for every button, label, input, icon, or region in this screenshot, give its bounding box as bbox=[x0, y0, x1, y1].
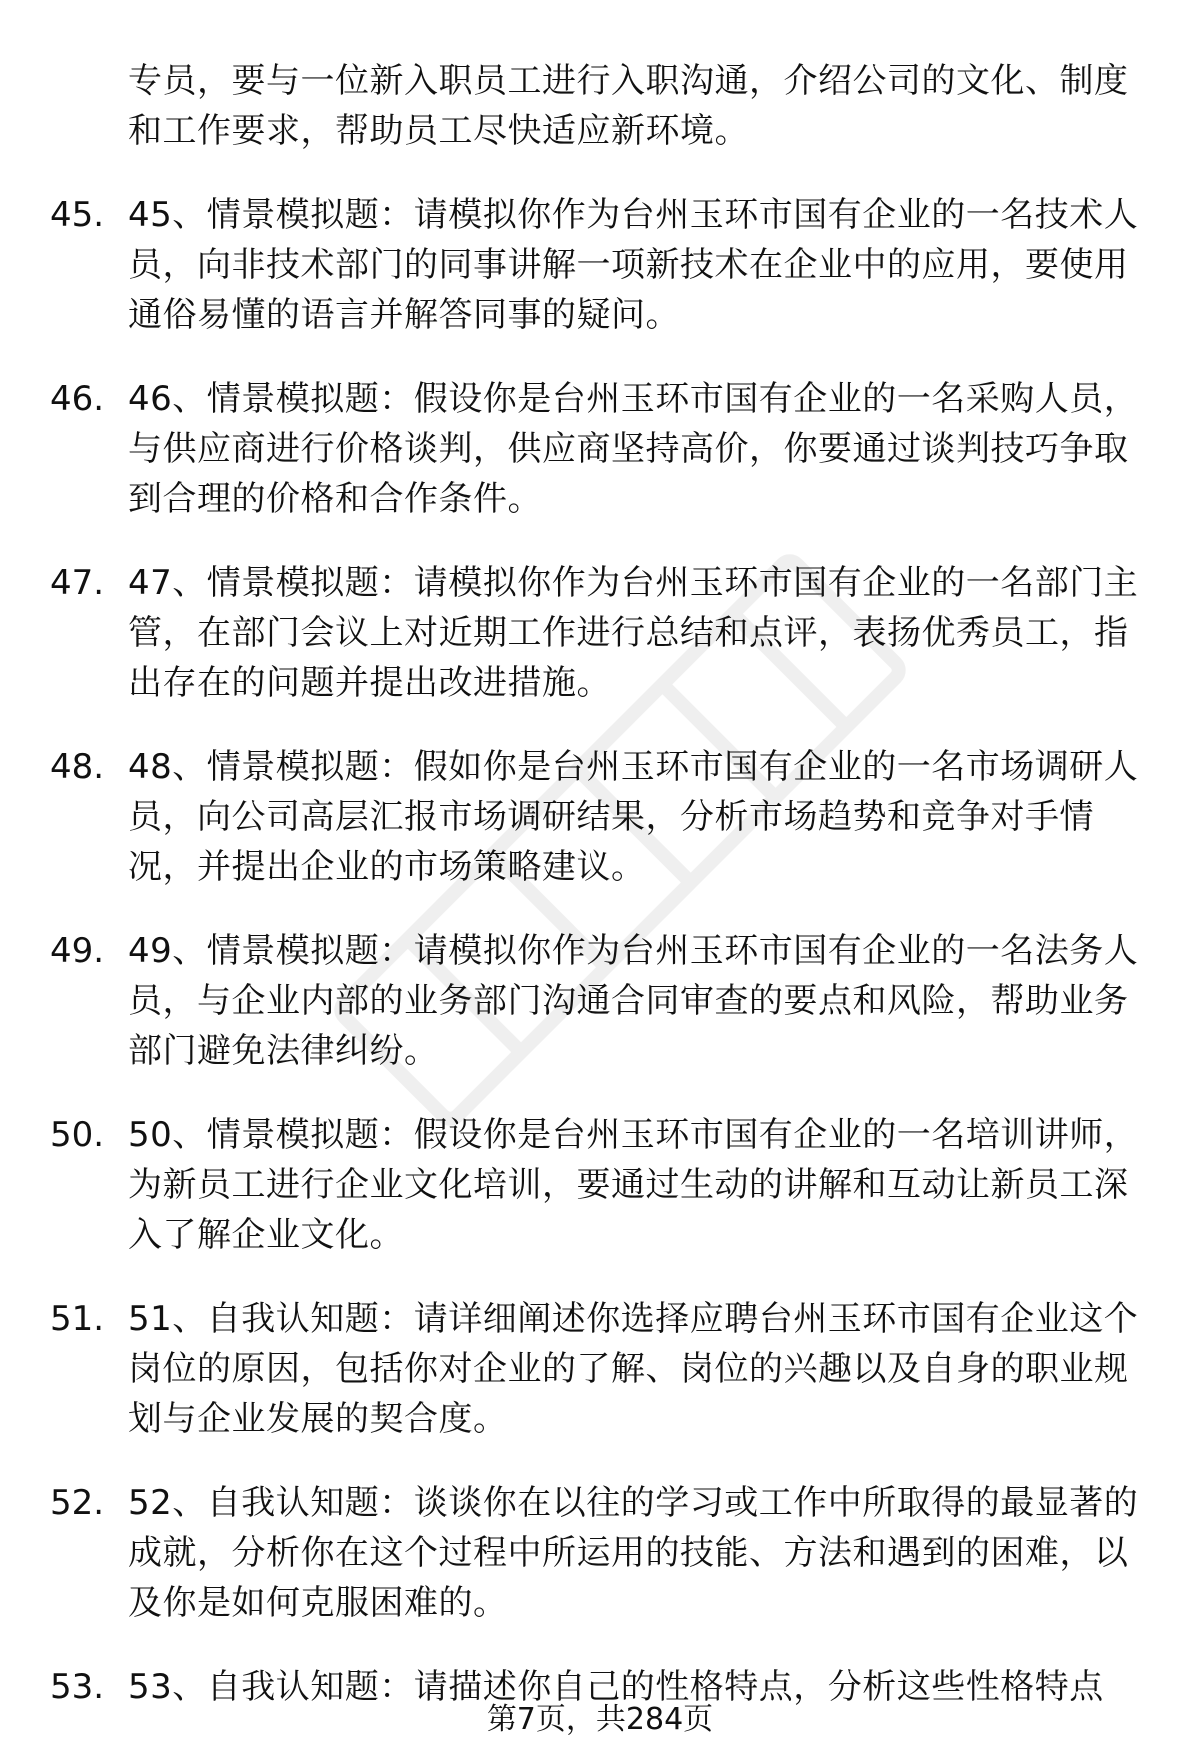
item-number: 46. bbox=[50, 379, 105, 419]
item-text: 专员，要与一位新入职员工进行入职沟通，介绍公司的文化、制度和工作要求，帮助员工尽快适应新环境。 bbox=[128, 61, 1129, 151]
item-number: 49. bbox=[50, 931, 105, 971]
item-text: 50、情景模拟题：假设你是台州玉环市国有企业的一名培训讲师，为新员工进行企业文化培训，要通过生动的讲解和互动让新员工深入了解企业文化。 bbox=[128, 1115, 1139, 1255]
list-item bbox=[0, 190, 1200, 340]
item-text: 53、自我认知题：请描述你自己的性格特点，分析这些性格特点 bbox=[128, 1667, 1104, 1707]
item-text: 49、情景模拟题：请模拟你作为台州玉环市国有企业的一名法务人员，与企业内部的业务部门沟通合同审查的要点和风险，帮助业务部门避免法律纠纷。 bbox=[128, 931, 1139, 1071]
list-item bbox=[0, 374, 1200, 524]
item-number: 48. bbox=[50, 747, 105, 787]
list-item bbox=[0, 558, 1200, 708]
item-number: 53. bbox=[50, 1667, 105, 1707]
item-number: 52. bbox=[50, 1483, 105, 1523]
item-text: 48、情景模拟题：假如你是台州玉环市国有企业的一名市场调研人员，向公司高层汇报市场调研结果，分析市场趋势和竞争对手情况，并提出企业的市场策略建议。 bbox=[128, 747, 1139, 887]
list-item bbox=[0, 1294, 1200, 1444]
item-text: 51、自我认知题：请详细阐述你选择应聘台州玉环市国有企业这个岗位的原因，包括你对企业的了解、岗位的兴趣以及自身的职业规划与企业发展的契合度。 bbox=[128, 1299, 1139, 1439]
item-text: 52、自我认知题：谈谈你在以往的学习或工作中所取得的最显著的成就，分析你在这个过程中所运用的技能、方法和遇到的困难，以及你是如何克服困难的。 bbox=[128, 1483, 1139, 1623]
item-number: 50. bbox=[50, 1115, 105, 1155]
item-number: 47. bbox=[50, 563, 105, 603]
question-list bbox=[0, 56, 1200, 1746]
list-item bbox=[0, 926, 1200, 1076]
list-item bbox=[0, 742, 1200, 892]
list-item bbox=[0, 56, 1200, 156]
item-text: 47、情景模拟题：请模拟你作为台州玉环市国有企业的一名部门主管，在部门会议上对近期工作进行总结和点评，表扬优秀员工，指出存在的问题并提出改进措施。 bbox=[128, 563, 1139, 703]
item-text: 45、情景模拟题：请模拟你作为台州玉环市国有企业的一名技术人员，向非技术部门的同事讲解一项新技术在企业中的应用，要使用通俗易懂的语言并解答同事的疑问。 bbox=[128, 195, 1139, 335]
item-text: 46、情景模拟题：假设你是台州玉环市国有企业的一名采购人员，与供应商进行价格谈判，供应商坚持高价，你要通过谈判技巧争取到合理的价格和合作条件。 bbox=[128, 379, 1139, 519]
list-item bbox=[0, 1110, 1200, 1260]
item-number: 45. bbox=[50, 195, 105, 235]
page-footer: 第7页，共284页 bbox=[486, 1702, 714, 1737]
item-number: 51. bbox=[50, 1299, 105, 1339]
list-item bbox=[0, 1478, 1200, 1628]
